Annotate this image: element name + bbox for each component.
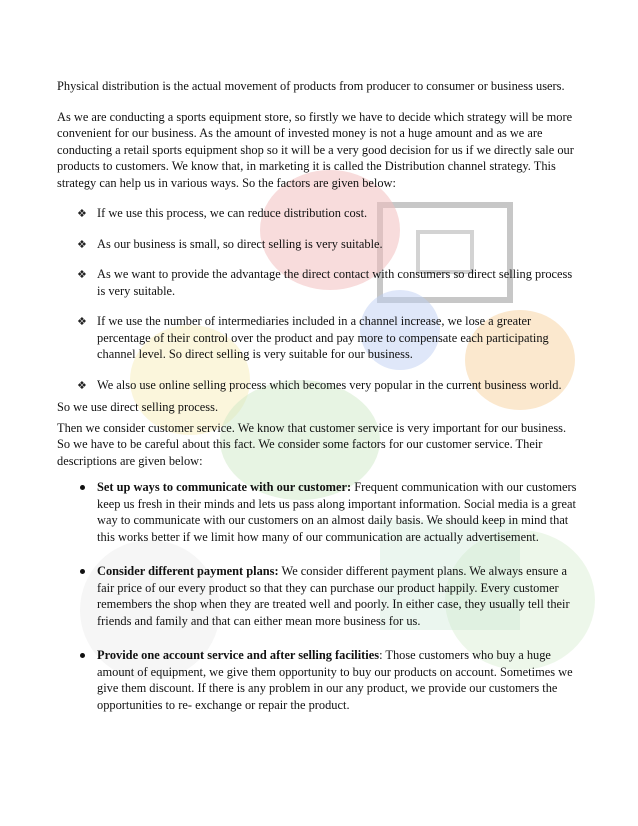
list-item: ❖ As our business is small, so direct selling is very suitable. bbox=[67, 236, 582, 253]
strategy-paragraph: As we are conducting a sports equipment store, so firstly we have to decide which strategy will be more convenient for our business. As the amount of invested money is not a huge amount and as we are conducting a retail sports equipment shop so it will be a very good decision for us if we directly sale our products to customers. We know that, in marketing it is called the Distribution channel strategy. This strategy can help us in various ways. So the factors are given below: bbox=[57, 109, 574, 190]
diamond-bullet-icon: ❖ bbox=[77, 237, 87, 251]
service-item-text: Frequent communication with our customers keep us fresh in their minds and lets us pass along important information. Social media is a great way to communicate with our customers on an almost daily basis. We should keep in mind that this works better if we limit how many of our communication are actually advertisement. bbox=[97, 480, 577, 544]
list-item bbox=[67, 563, 582, 629]
intro-paragraph: Physical distribution is the actual movement of products from producer to consumer or business users. bbox=[57, 79, 565, 93]
service-list bbox=[57, 479, 582, 713]
round-bullet-icon bbox=[80, 569, 85, 574]
diamond-bullet-icon: ❖ bbox=[77, 268, 87, 281]
conclusion-line: So we use direct selling process. bbox=[57, 400, 219, 414]
diamond-bullet-icon: ❖ bbox=[77, 315, 87, 328]
service-item-title: Consider different payment plans: bbox=[97, 564, 279, 578]
list-item: ❖ As we want to provide the advantage the direct contact with consumers so direct selling process is very suitable. bbox=[77, 267, 573, 298]
factors-list bbox=[57, 205, 582, 393]
service-item-text: : Those customers who buy a huge amount of equipment, we give them opportunity to buy our products on account. Sometimes we give them discount. If there is any problem in our any product, we provide our customers the opportunities to re- exchange or repair the product. bbox=[97, 648, 573, 712]
service-item-title: Provide one account service and after selling facilities bbox=[97, 648, 380, 662]
list-item bbox=[67, 479, 582, 545]
list-item: ❖ If we use this process, we can reduce distribution cost. bbox=[67, 205, 582, 222]
round-bullet-icon bbox=[80, 653, 85, 658]
service-item-text: We consider different payment plans. We always ensure a fair price of our every product so that they can purchase our product happily. Every customer remembers the shop when they are treated well and poorly. In either case, they usually tell their friends and family and that can either mean more business for us. bbox=[97, 564, 570, 628]
round-bullet-icon bbox=[80, 485, 85, 490]
service-item-title: Set up ways to communicate with our customer: bbox=[97, 480, 352, 494]
diamond-bullet-icon: ❖ bbox=[77, 378, 87, 392]
diamond-bullet-icon: ❖ bbox=[77, 207, 87, 220]
service-paragraph: Then we consider customer service. We know that customer service is very important for our business. So we have to be careful about this fact. We consider some factors for our customer service. Their descriptions are given below: bbox=[57, 420, 567, 468]
list-item: ❖ We also use online selling process which becomes very popular in the current business world. bbox=[67, 377, 582, 394]
list-item: ❖ If we use the number of intermediaries included in a channel increase, we lose a greater percentage of their control over the product and pay more to compensate each participating channel level. So direct selling is very suitable for our business. bbox=[77, 314, 549, 361]
list-item bbox=[67, 647, 582, 713]
